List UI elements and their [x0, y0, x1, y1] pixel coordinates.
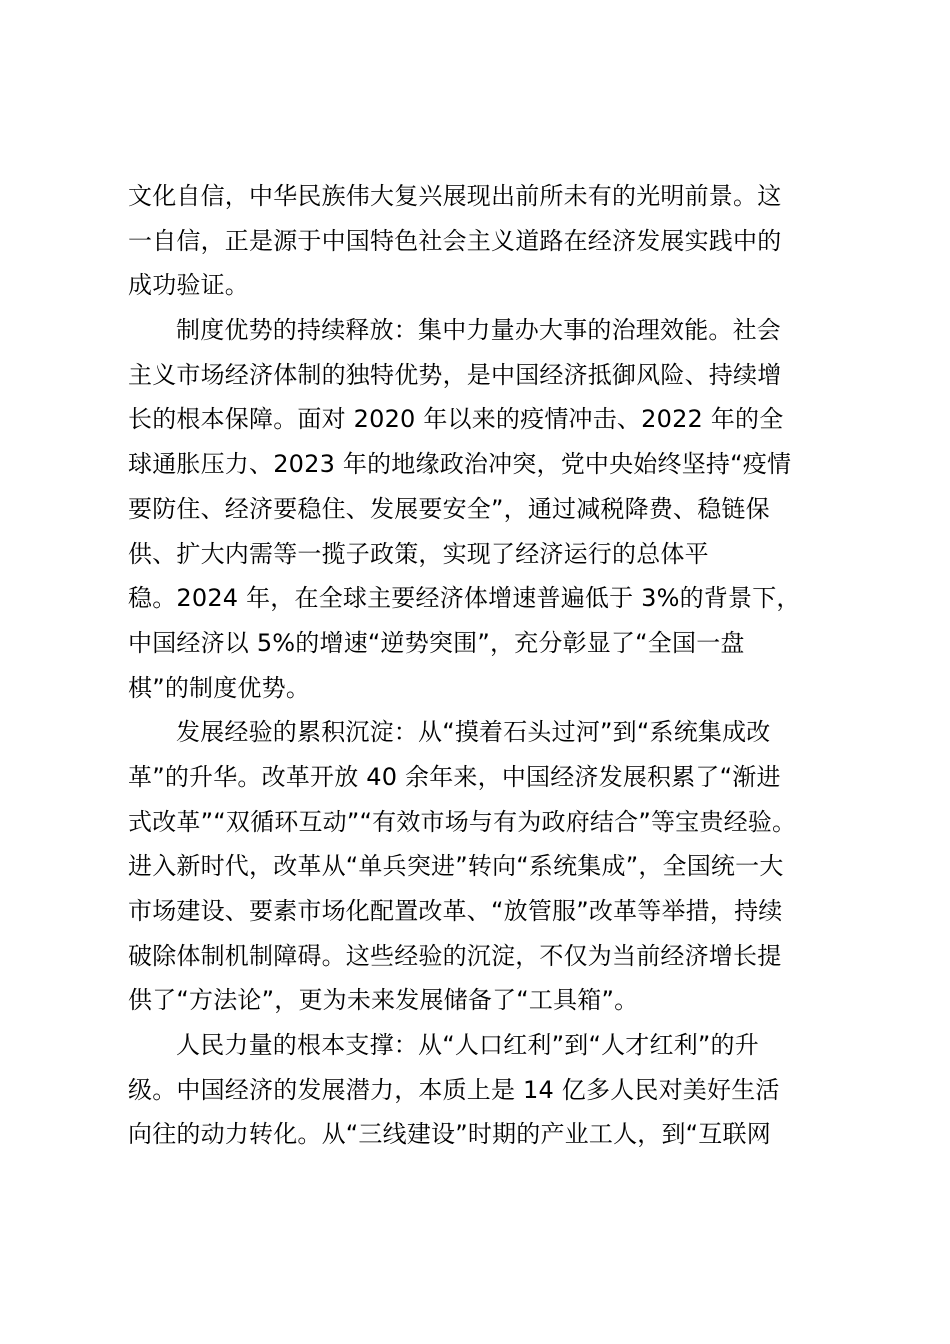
text-line: 中国经济以 5%的增速“逆势突围”，充分彰显了“全国一盘 [128, 628, 745, 657]
text-line: 文化自信，中华民族伟大复兴展现出前所未有的光明前景。这 [128, 182, 782, 210]
text-line: 要防住、经济要稳住、发展要安全”，通过减税降费、稳链保 [128, 494, 770, 523]
text-line: 一自信，正是源于中国特色社会主义道路在经济发展实践中的 [128, 226, 782, 255]
text-line: 供、扩大内需等一揽子政策，实现了经济运行的总体平 [128, 539, 709, 568]
text-line: 成功验证。 [128, 271, 249, 300]
text-line: 球通胀压力、2023 年的地缘政治冲突，党中央始终坚持“疫情 [128, 450, 792, 479]
body-text [128, 174, 828, 1157]
text-line: 人民力量的根本支撑：从“人口红利”到“人才红利”的升 [176, 1031, 759, 1060]
text-line: 级。中国经济的发展潜力，本质上是 14 亿多人民对美好生活 [128, 1075, 780, 1104]
text-line: 式改革”“双循环互动”“有效市场与有为政府结合”等宝贵经验。 [128, 807, 797, 836]
text-line: 主义市场经济体制的独特优势，是中国经济抵御风险、持续增 [128, 360, 782, 389]
text-line: 向往的动力转化。从“三线建设”时期的产业工人，到“互联网 [128, 1120, 771, 1149]
text-line: 进入新时代，改革从“单兵突进”转向“系统集成”，全国统一大 [128, 852, 784, 881]
text-line: 发展经验的累积沉淀：从“摸着石头过河”到“系统集成改 [176, 718, 771, 747]
text-line: 稳。2024 年，在全球主要经济体增速普遍低于 3%的背景下， [128, 584, 801, 613]
text-line: 市场建设、要素市场化配置改革、“放管服”改革等举措，持续 [128, 897, 783, 925]
text-line: 革”的升华。改革开放 40 余年来，中国经济发展积累了“渐进 [128, 762, 781, 791]
text-line: 破除体制机制障碍。这些经验的沉淀，不仅为当前经济增长提 [128, 941, 782, 970]
text-line: 制度优势的持续释放：集中力量办大事的治理效能。社会 [176, 316, 781, 345]
text-line: 供了“方法论”，更为未来发展储备了“工具箱”。 [128, 986, 639, 1015]
text-line: 长的根本保障。面对 2020 年以来的疫情冲击、2022 年的全 [128, 405, 784, 434]
text-line: 棋”的制度优势。 [128, 673, 311, 702]
